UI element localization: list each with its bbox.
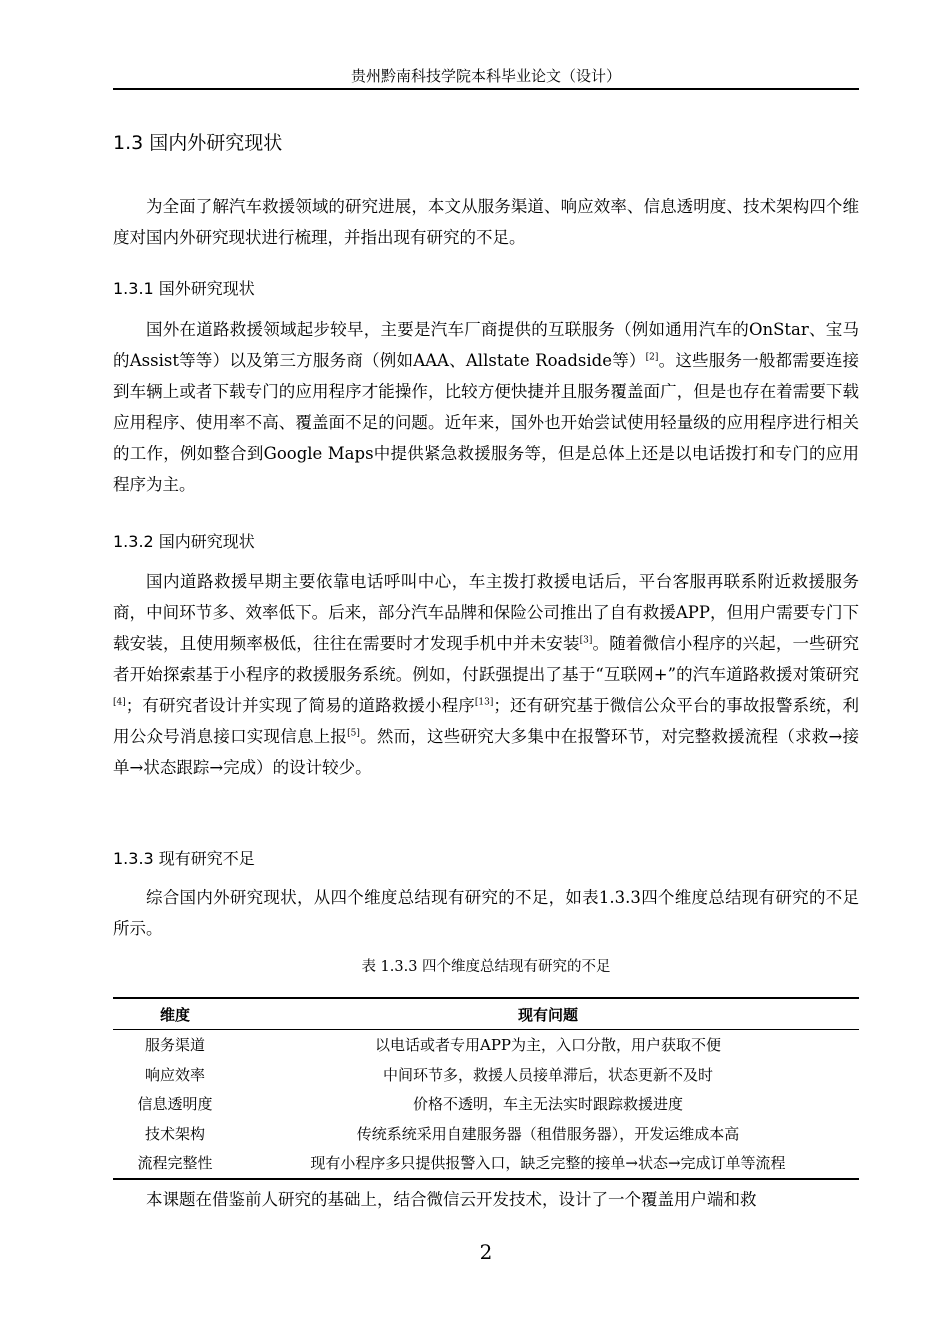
page-number: 2 — [479, 1240, 493, 1264]
gaps-table — [113, 997, 859, 1180]
table-caption: 表 1.3.3 四个维度总结现有研究的不足 — [361, 959, 611, 975]
citation: [4] — [113, 697, 126, 708]
paragraph-foreign — [113, 314, 859, 500]
table-cell: 传统系统采用自建服务器（租借服务器），开发运维成本高 — [356, 1124, 740, 1143]
citation: [2] — [645, 352, 659, 363]
text: ；有研究者设计并实现了简易的道路救援小程序 — [125, 696, 475, 715]
table-row — [113, 1089, 859, 1119]
subsection-title-gaps: 1.3.3 现有研究不足 — [113, 849, 255, 868]
section-title: 1.3 国内外研究现状 — [113, 132, 283, 154]
column-header: 维度 — [113, 998, 237, 1030]
text: 。然而，这些研究大多集中在报警环节，对完整救援流程（求救→接单→状态跟踪→完成）的设计较少。 — [113, 727, 860, 777]
table-cell: 服务渠道 — [144, 1036, 205, 1055]
section-intro: 为全面了解汽车救援领域的研究进展，本文从服务渠道、响应效率、信息透明度、技术架构四个维度对国内外研究现状进行梳理，并指出现有研究的不足。 — [113, 197, 859, 247]
citation: [3] — [579, 635, 593, 646]
table-row — [113, 1119, 859, 1149]
table-row — [113, 1030, 859, 1060]
closing-paragraph: 本课题在借鉴前人研究的基础上，结合微信云开发技术，设计了一个覆盖用户端和救 — [146, 1190, 757, 1209]
text: 国外在道路救援领域起步较早，主要是汽车厂商提供的互联服务（例如通用汽车的OnStar、宝马的Assist等等）以及第三方服务商（例如AAA、Allstate Roadside等） — [113, 320, 859, 370]
column-header: 现有问题 — [237, 998, 859, 1030]
table-cell: 以电话或者专用APP为主，入口分散，用户获取不便 — [374, 1036, 722, 1055]
paragraph-domestic — [113, 566, 859, 783]
table-cell: 信息透明度 — [137, 1095, 213, 1114]
subsection-title-foreign: 1.3.1 国外研究现状 — [113, 279, 255, 298]
text: ；还有研究基于微信公众平台的事故报警系统，利用公众号消息接口实现信息上报 — [113, 696, 860, 746]
table-cell: 流程完整性 — [113, 1148, 237, 1179]
table-row — [113, 1148, 859, 1179]
page-header: 贵州黔南科技学院本科毕业论文（设计） — [113, 66, 859, 90]
table-cell: 价格不透明，车主无法实时跟踪救援进度 — [412, 1095, 683, 1114]
table-cell: 技术架构 — [144, 1124, 205, 1143]
citation: [13] — [474, 697, 494, 708]
table-cell: 响应效率 — [144, 1065, 205, 1084]
table-row — [113, 1060, 859, 1090]
table-cell: 现有小程序多只提供报警入口，缺乏完整的接单→状态→完成订单等流程 — [237, 1148, 859, 1179]
text: 国内道路救援早期主要依靠电话呼叫中心，车主拨打救援电话后，平台客服再联系附近救援服务商，中间环节多、效率低下。后来，部分汽车品牌和保险公司推出了自有救援APP，但用户需要专门下载安装，且使用频率极低，往往在需要时才发现手机中并未安装 — [113, 572, 859, 653]
citation: [5] — [347, 728, 360, 739]
text: 。随着微信小程序的兴起，一些研究者开始探索基于小程序的救援服务系统。例如，付跃强提出了基于“互联网+”的汽车道路救援对策研究 — [113, 634, 860, 684]
table-header-row — [113, 998, 859, 1030]
text: 。这些服务一般都需要连接到车辆上或者下载专门的应用程序才能操作，比较方便快捷并且服务覆盖面广，但是也存在着需要下载应用程序、使用率不高、覆盖面不足的问题。近年来，国外也开始尝试使用轻量级的应用程序进行相关的工作，例如整合到Google Maps中提供紧急救援服务等，但是总体上还是以电话拨打和专门的应用程序为主。 — [113, 351, 859, 494]
table-cell: 中间环节多，救援人员接单滞后，状态更新不及时 — [382, 1065, 713, 1084]
paragraph-gaps: 综合国内外研究现状，从四个维度总结现有研究的不足，如表1.3.3四个维度总结现有研究的不足所示。 — [113, 888, 859, 938]
subsection-title-domestic: 1.3.2 国内研究现状 — [113, 532, 255, 551]
